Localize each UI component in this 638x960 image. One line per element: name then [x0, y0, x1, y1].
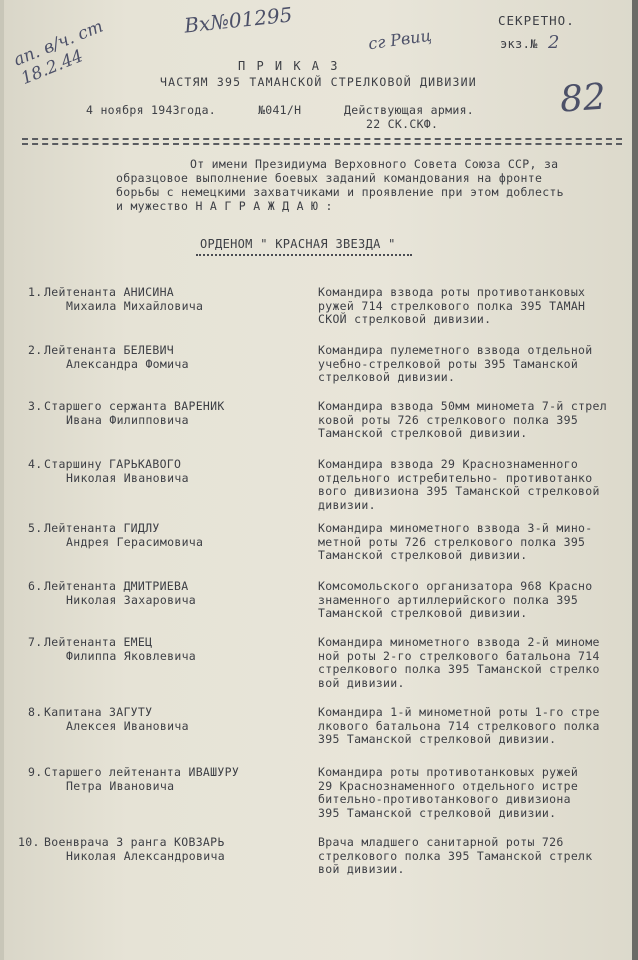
entry-position-line: Командира 1-й минометной роты 1-го стре [318, 705, 600, 719]
entry-position-line: вой дивизии. [318, 675, 405, 690]
header-separator-2 [22, 143, 622, 145]
entry-number: 5. [28, 521, 43, 535]
entry-position-line: вой дивизии. [318, 862, 405, 876]
entry-position-line: стрелкового полка 395 Таманской стрелко [318, 662, 600, 676]
entry-position-line: Таманской стрелковой дивизии. [318, 606, 528, 620]
entry-rank-surname: Лейтенанта АНИСИНА [44, 285, 175, 299]
entry-position-line: метной роты 726 стрелкового полка 395 [318, 534, 586, 549]
order-subtitle: ЧАСТЯМ 395 ТАМАНСКОЙ СТРЕЛКОВОЙ ДИВИЗИИ [160, 75, 477, 89]
preamble-line: образцовое выполнение боевых заданий командования на фронте [116, 171, 543, 185]
entry-given-names: Филиппа Яковлевича [66, 648, 197, 663]
order-title: П Р И К А З [238, 59, 340, 73]
entry-given-names: Ивана Филипповича [66, 412, 189, 427]
award-heading: ОРДЕНОМ " КРАСНАЯ ЗВЕЗДА " [200, 237, 396, 251]
preamble-line: борьбы с немецкими захватчиками и проявление при этом доблесть [116, 185, 564, 199]
entry-position-line: отдельного истребительно- противотанко [318, 470, 593, 485]
entry-rank-surname: Лейтенанта БЕЛЕВИЧ [44, 343, 175, 357]
page-right-edge [632, 0, 638, 960]
entry-position-line: Командира взвода роты противотанковых [318, 285, 586, 299]
archive-number: Вх№01295 [183, 2, 294, 38]
entry-position-line: Командира взвода 50мм миномета 7-й стрел [318, 399, 607, 413]
entry-position-line: ной роты 2-го стрелкового батальона 714 [318, 648, 600, 663]
entry-rank-surname: Лейтенанта ГИДЛУ [44, 521, 160, 535]
entry-position-line: ружей 714 стрелкового полка 395 ТАМАН [318, 298, 586, 313]
entry-position-line: 395 Таманской стрелковой дивизии. [318, 805, 557, 820]
entry-position-line: Таманской стрелковой дивизии. [318, 426, 528, 440]
copy-number: 2 [548, 32, 560, 53]
secret-stamp: СЕКРЕТНО. [498, 13, 575, 28]
entry-position-line: лкового батальона 714 стрелкового полка [318, 718, 600, 733]
entry-rank-surname: Лейтенанта ЕМЕЦ [44, 635, 153, 649]
location-line1: Действующая армия. [344, 103, 475, 117]
entry-rank-surname: Лейтенанта ДМИТРИЕВА [44, 579, 189, 593]
entry-number: 8. [28, 705, 43, 719]
entry-position-line: Командира минометного взвода 3-й мино- [318, 521, 593, 535]
entry-position-line: дивизии. [318, 497, 376, 512]
preamble-line: От имени Президиума Верховного Совета Союза ССР, за [190, 157, 559, 171]
entry-given-names: Николая Александровича [66, 848, 225, 863]
entry-number: 7. [28, 635, 43, 649]
entry-number: 1. [28, 285, 43, 299]
entry-position-line: Таманской стрелковой дивизии. [318, 548, 528, 562]
entry-given-names: Михаила Михайловича [66, 298, 204, 313]
page-number: 82 [558, 76, 608, 121]
signature-mark: сг Рвиц [366, 25, 433, 54]
entry-position-line: Врача младшего санитарной роты 726 [318, 835, 564, 849]
entry-number: 2. [28, 343, 43, 357]
entry-position-line: Командира пулеметного взвода отдельной [318, 343, 593, 357]
entry-position-line: Командира взвода 29 Краснознаменного [318, 457, 579, 471]
entry-given-names: Петра Ивановича [66, 778, 175, 793]
header-separator [22, 138, 622, 140]
entry-position-line: вого дивизиона 395 Таманской стрелковой [318, 484, 600, 498]
page-left-edge [0, 0, 4, 960]
entry-position-line: учебно-стрелковой роты 395 Таманской [318, 356, 579, 371]
entry-rank-surname: Старшего лейтенанта ИВАШУРУ [44, 765, 240, 779]
entry-given-names: Николая Ивановича [66, 470, 189, 485]
entry-position-line: Командира роты противотанковых ружей [318, 765, 579, 779]
location-line2: 22 СК.СКФ. [366, 117, 439, 131]
entry-number: 10. [18, 835, 40, 849]
award-heading-underline [196, 254, 412, 256]
entry-number: 3. [28, 399, 43, 413]
entry-number: 9. [28, 765, 43, 779]
entry-given-names: Николая Захаровича [66, 592, 197, 607]
entry-rank-surname: Старшего сержанта ВАРЕНИК [44, 399, 225, 413]
copy-label: экз.№ [500, 37, 538, 51]
entry-number: 4. [28, 457, 43, 471]
entry-given-names: Андрея Герасимовича [66, 534, 204, 549]
entry-given-names: Александра Фомича [66, 356, 189, 371]
entry-position-line: Комсомольского организатора 968 Красно [318, 579, 593, 593]
entry-position-line: Командира минометного взвода 2-й миноме [318, 635, 600, 649]
entry-position-line: стрелкового полка 395 Таманской стрелк [318, 848, 593, 863]
order-number: №041/Н [258, 103, 302, 117]
entry-position-line: 395 Таманской стрелковой дивизии. [318, 732, 557, 746]
preamble-line: и мужество Н А Г Р А Ж Д А Ю : [116, 199, 333, 213]
entry-rank-surname: Старшину ГАРЬКАВОГО [44, 457, 182, 471]
handwritten-note: ап. в/ч. ст 18.2.44 [10, 16, 107, 90]
entry-position-line: стрелковой дивизии. [318, 370, 456, 384]
entry-given-names: Алексея Ивановича [66, 718, 189, 733]
entry-position-line: знаменного артиллерийского полка 395 [318, 592, 579, 607]
entry-rank-surname: Военврача 3 ранга КОВЗАРЬ [44, 835, 225, 849]
entry-position-line: бительно-противотанкового дивизиона [318, 792, 571, 806]
entry-number: 6. [28, 579, 43, 593]
order-date: 4 ноября 1943года. [86, 103, 217, 117]
entry-rank-surname: Капитана ЗАГУТУ [44, 705, 153, 719]
entry-position-line: СКОЙ стрелковой дивизии. [318, 312, 492, 326]
entry-position-line: ковой роты 726 стрелкового полка 395 [318, 412, 579, 427]
entry-position-line: 29 Краснознаменного отдельного истре [318, 778, 579, 793]
